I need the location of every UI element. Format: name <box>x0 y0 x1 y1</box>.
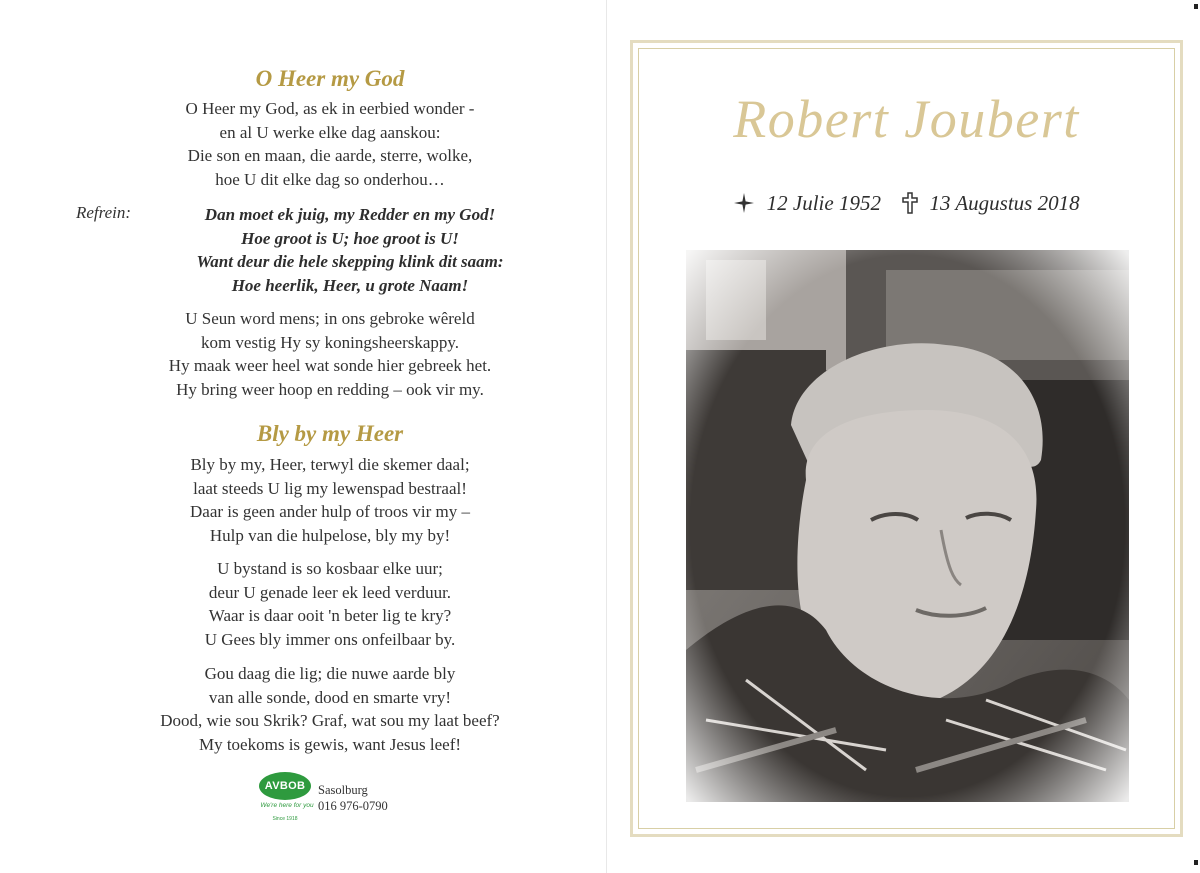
refrain-line: Hoe groot is U; hoe groot is U! <box>241 228 459 248</box>
portrait-photo <box>686 250 1129 802</box>
life-dates <box>638 189 1175 216</box>
verse-line: Die son en maan, die aarde, sterre, wolke, <box>187 146 473 165</box>
hymn1-refrain <box>140 203 560 297</box>
avbob-logo <box>255 772 315 830</box>
birth-date: 12 Julie 1952 <box>766 190 881 215</box>
hymn-title-bly-by-my-heer: Bly by my Heer <box>256 421 404 446</box>
corner-mark-top <box>1194 4 1198 9</box>
death-date: 13 Augustus 2018 <box>929 190 1080 215</box>
verse-line: U Gees bly immer ons onfeilbaar by. <box>204 629 456 649</box>
refrain-label: Refrein: <box>76 203 132 222</box>
corner-mark-bottom <box>1194 860 1198 865</box>
funeral-home-footer <box>255 770 455 830</box>
branch-contact <box>318 782 388 814</box>
death-cross-icon <box>902 192 918 214</box>
hymn2-verse2 <box>60 557 600 651</box>
avbob-logo-text: AVBOB <box>259 772 311 800</box>
verse-line: kom vestig Hy sy koningsheerskappy. <box>200 332 460 352</box>
verse-line: U Seun word mens; in ons gebroke wêreld <box>185 309 475 328</box>
branch-name: Sasolburg <box>318 783 368 797</box>
verse-line: Hy maak weer heel wat sonde hier gebreek het. <box>168 356 492 375</box>
verse-line: Hulp van die hulpelose, bly my by! <box>209 525 451 545</box>
verse-line: Hy bring weer hoop en redding – ook vir my. <box>176 379 484 399</box>
deceased-name: Robert Joubert <box>733 89 1080 149</box>
refrain-line: Dan moet ek juig, my Redder en my God! <box>204 205 496 224</box>
verse-line: U bystand is so kosbaar elke uur; <box>217 559 443 578</box>
avbob-logo-tagline: We're here for you <box>260 802 314 809</box>
hymn2-verse1 <box>60 453 600 547</box>
verse-line: Bly by my, Heer, terwyl die skemer daal; <box>190 455 470 474</box>
verse-line: My toekoms is gewis, want Jesus leef! <box>198 734 462 754</box>
verse-line: en al U werke elke dag aanskou: <box>219 122 441 142</box>
page-fold <box>606 0 607 873</box>
verse-line: Dood, wie sou Skrik? Graf, wat sou my laat beef? <box>160 711 500 730</box>
birth-star-icon <box>733 192 755 214</box>
hymn1-verse2 <box>60 307 600 401</box>
verse-line: Daar is geen ander hulp of troos vir my – <box>190 502 470 521</box>
refrain-line: Want deur die hele skepping klink dit saam: <box>196 252 504 271</box>
refrain-line: Hoe heerlik, Heer, u grote Naam! <box>231 275 469 295</box>
verse-line: O Heer my God, as ek in eerbied wonder - <box>185 99 475 118</box>
verse-line: hoe U dit elke dag so onderhou… <box>215 169 445 189</box>
hymn2-verse3 <box>60 662 600 756</box>
portrait-photo-drawing <box>686 250 1129 802</box>
verse-line: laat steeds U lig my lewenspad bestraal! <box>193 478 467 498</box>
verse-line: deur U genade leer ek leed verduur. <box>208 582 452 602</box>
hymn1-verse1 <box>60 97 600 191</box>
avbob-logo-since: Since 1918 <box>272 816 298 822</box>
verse-line: Waar is daar ooit 'n beter lig te kry? <box>208 606 452 625</box>
verse-line: Gou daag die lig; die nuwe aarde bly <box>204 664 456 683</box>
hymn-title-o-heer-my-god: O Heer my God <box>255 66 405 91</box>
verse-line: van alle sonde, dood en smarte vry! <box>208 687 452 707</box>
branch-phone: 016 976-0790 <box>318 799 388 813</box>
